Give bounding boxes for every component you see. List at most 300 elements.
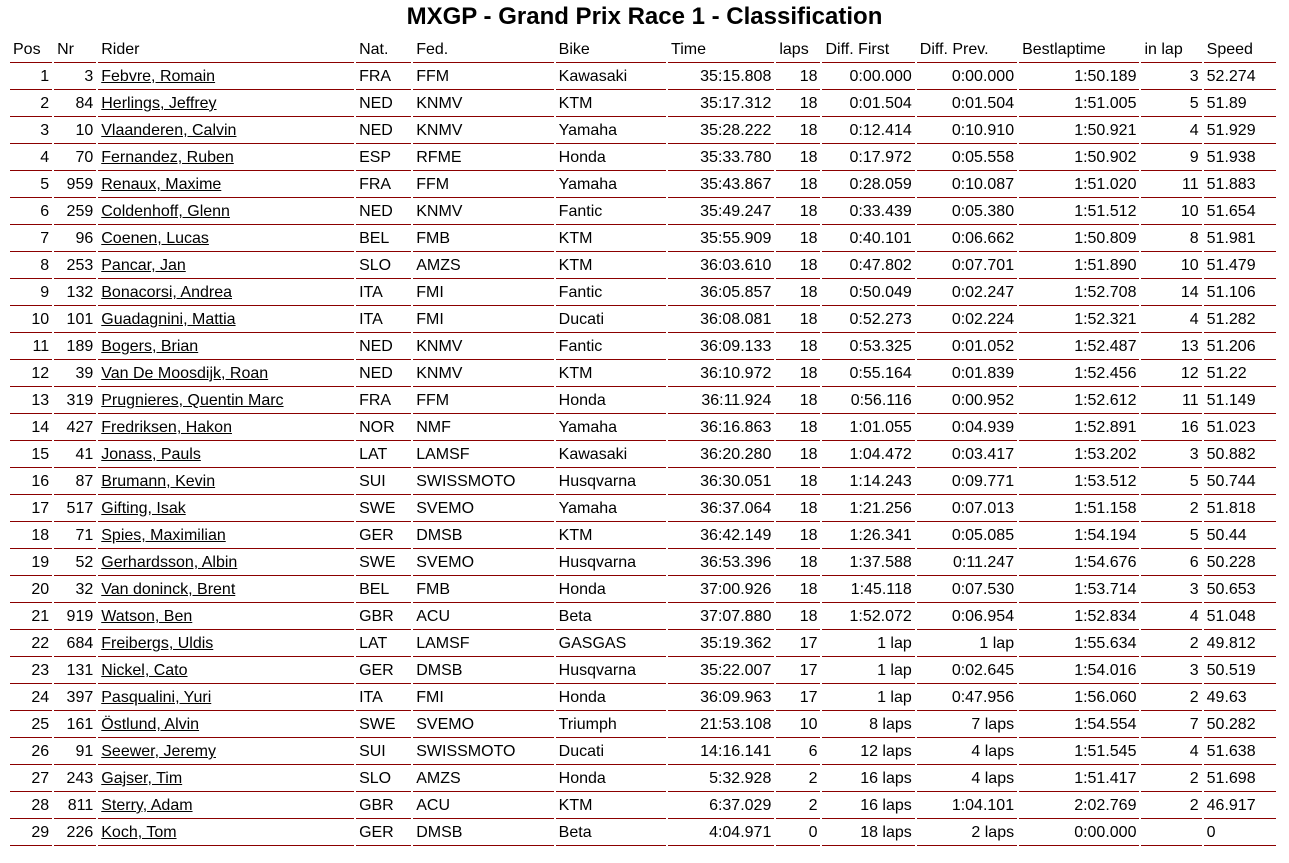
fed-cell: FFM — [413, 389, 553, 414]
time-cell: 36:37.064 — [668, 497, 774, 522]
speed-cell: 51.89 — [1204, 92, 1276, 117]
time-cell: 36:03.610 — [668, 254, 774, 279]
diff-prev-cell: 0:47.956 — [917, 686, 1017, 711]
bestlaptime-cell: 1:52.708 — [1019, 281, 1139, 306]
time-cell: 35:19.362 — [668, 632, 774, 657]
rider-link[interactable]: Gajser, Tim — [101, 770, 183, 787]
table-row — [10, 578, 1276, 603]
fed-cell: KNMV — [413, 335, 553, 360]
rider-cell — [98, 281, 354, 306]
bestlaptime-cell: 1:51.005 — [1019, 92, 1139, 117]
bike-cell: Yamaha — [556, 416, 666, 441]
fed-cell: DMSB — [413, 524, 553, 549]
table-row — [10, 659, 1276, 684]
time-cell: 36:08.081 — [668, 308, 774, 333]
laps-cell: 18 — [776, 551, 820, 576]
bestlaptime-cell: 1:52.612 — [1019, 389, 1139, 414]
column-header-fed: Fed. — [413, 38, 553, 63]
rider-link[interactable]: Coldenhoff, Glenn — [101, 203, 230, 220]
nr-cell: 70 — [54, 146, 96, 171]
fed-cell: SVEMO — [413, 497, 553, 522]
nat-cell: SUI — [356, 740, 411, 765]
rider-link[interactable]: Bogers, Brian — [101, 338, 199, 355]
laps-cell: 18 — [776, 146, 820, 171]
diff-first-cell: 1:04.472 — [822, 443, 914, 468]
speed-cell: 51.106 — [1204, 281, 1276, 306]
bike-cell: KTM — [556, 254, 666, 279]
table-row — [10, 146, 1276, 171]
laps-cell: 18 — [776, 92, 820, 117]
diff-prev-cell: 0:02.645 — [917, 659, 1017, 684]
bike-cell: Yamaha — [556, 497, 666, 522]
in-lap-cell: 2 — [1141, 767, 1201, 792]
pos-cell: 13 — [10, 389, 52, 414]
fed-cell: SWISSMOTO — [413, 470, 553, 495]
rider-link[interactable]: Seewer, Jeremy — [101, 743, 216, 760]
time-cell: 35:43.867 — [668, 173, 774, 198]
diff-first-cell: 16 laps — [822, 794, 914, 819]
nat-cell: GER — [356, 659, 411, 684]
diff-first-cell: 1:01.055 — [822, 416, 914, 441]
bike-cell: Yamaha — [556, 119, 666, 144]
bike-cell: Fantic — [556, 335, 666, 360]
nr-cell: 96 — [54, 227, 96, 252]
bestlaptime-cell: 1:52.487 — [1019, 335, 1139, 360]
pos-cell: 8 — [10, 254, 52, 279]
time-cell: 36:10.972 — [668, 362, 774, 387]
nat-cell: GBR — [356, 605, 411, 630]
fed-cell: FMI — [413, 686, 553, 711]
nat-cell: NED — [356, 92, 411, 117]
nr-cell: 259 — [54, 200, 96, 225]
nr-cell: 319 — [54, 389, 96, 414]
fed-cell: KNMV — [413, 200, 553, 225]
pos-cell: 25 — [10, 713, 52, 738]
speed-cell: 51.479 — [1204, 254, 1276, 279]
speed-cell: 51.929 — [1204, 119, 1276, 144]
time-cell: 14:16.141 — [668, 740, 774, 765]
nat-cell: LAT — [356, 632, 411, 657]
bestlaptime-cell: 1:51.512 — [1019, 200, 1139, 225]
laps-cell: 18 — [776, 497, 820, 522]
in-lap-cell: 2 — [1141, 497, 1201, 522]
table-row — [10, 92, 1276, 117]
diff-first-cell: 1:45.118 — [822, 578, 914, 603]
rider-link[interactable]: Sterry, Adam — [101, 797, 193, 814]
nr-cell: 253 — [54, 254, 96, 279]
rider-link[interactable]: Jonass, Pauls — [101, 446, 201, 463]
time-cell: 5:32.928 — [668, 767, 774, 792]
column-header-diff-prev: Diff. Prev. — [917, 38, 1017, 63]
nr-cell: 84 — [54, 92, 96, 117]
bike-cell: Husqvarna — [556, 551, 666, 576]
rider-link[interactable]: Watson, Ben — [101, 608, 193, 625]
diff-prev-cell: 0:06.662 — [917, 227, 1017, 252]
time-cell: 36:05.857 — [668, 281, 774, 306]
in-lap-cell: 16 — [1141, 416, 1201, 441]
nat-cell: LAT — [356, 443, 411, 468]
nat-cell: SLO — [356, 254, 411, 279]
table-row — [10, 416, 1276, 441]
rider-link[interactable]: Koch, Tom — [101, 824, 177, 841]
speed-cell: 49.63 — [1204, 686, 1276, 711]
time-cell: 6:37.029 — [668, 794, 774, 819]
laps-cell: 18 — [776, 65, 820, 90]
rider-cell — [98, 605, 354, 630]
rider-cell — [98, 173, 354, 198]
table-row — [10, 389, 1276, 414]
bike-cell: KTM — [556, 362, 666, 387]
diff-prev-cell: 0:05.380 — [917, 200, 1017, 225]
speed-cell: 51.206 — [1204, 335, 1276, 360]
laps-cell: 18 — [776, 227, 820, 252]
nr-cell: 226 — [54, 821, 96, 846]
table-row — [10, 605, 1276, 630]
diff-prev-cell: 0:07.013 — [917, 497, 1017, 522]
time-cell: 36:11.924 — [668, 389, 774, 414]
table-row — [10, 794, 1276, 819]
pos-cell: 3 — [10, 119, 52, 144]
fed-cell: KNMV — [413, 92, 553, 117]
rider-link[interactable]: Freibergs, Uldis — [101, 635, 214, 652]
rider-link[interactable]: Guadagnini, Mattia — [101, 311, 236, 328]
bike-cell: Yamaha — [556, 173, 666, 198]
in-lap-cell: 13 — [1141, 335, 1201, 360]
speed-cell: 51.981 — [1204, 227, 1276, 252]
diff-prev-cell: 0:05.085 — [917, 524, 1017, 549]
bike-cell: KTM — [556, 227, 666, 252]
rider-cell — [98, 767, 354, 792]
speed-cell: 51.22 — [1204, 362, 1276, 387]
laps-cell: 2 — [776, 767, 820, 792]
pos-cell: 16 — [10, 470, 52, 495]
bike-cell: Beta — [556, 605, 666, 630]
laps-cell: 18 — [776, 335, 820, 360]
column-header-rider: Rider — [98, 38, 354, 63]
pos-cell: 26 — [10, 740, 52, 765]
nr-cell: 919 — [54, 605, 96, 630]
table-row — [10, 443, 1276, 468]
diff-prev-cell: 0:10.910 — [917, 119, 1017, 144]
time-cell: 35:17.312 — [668, 92, 774, 117]
nr-cell: 3 — [54, 65, 96, 90]
rider-link[interactable]: Vlaanderen, Calvin — [101, 122, 237, 139]
time-cell: 36:16.863 — [668, 416, 774, 441]
in-lap-cell: 5 — [1141, 524, 1201, 549]
bestlaptime-cell: 1:54.554 — [1019, 713, 1139, 738]
rider-link[interactable]: Pasqualini, Yuri — [101, 689, 212, 706]
table-row — [10, 335, 1276, 360]
nr-cell: 91 — [54, 740, 96, 765]
diff-first-cell: 1:37.588 — [822, 551, 914, 576]
time-cell: 36:20.280 — [668, 443, 774, 468]
rider-cell — [98, 821, 354, 846]
bestlaptime-cell: 1:51.020 — [1019, 173, 1139, 198]
time-cell: 36:09.963 — [668, 686, 774, 711]
time-cell: 35:55.909 — [668, 227, 774, 252]
rider-link[interactable]: Van doninck, Brent — [101, 581, 236, 598]
diff-prev-cell: 0:09.771 — [917, 470, 1017, 495]
fed-cell: SWISSMOTO — [413, 740, 553, 765]
rider-cell — [98, 119, 354, 144]
classification-table — [8, 36, 1278, 848]
diff-first-cell: 0:50.049 — [822, 281, 914, 306]
rider-link[interactable]: Gifting, Isak — [101, 500, 186, 517]
nat-cell: SWE — [356, 497, 411, 522]
bike-cell: Honda — [556, 146, 666, 171]
table-row — [10, 524, 1276, 549]
time-cell: 35:49.247 — [668, 200, 774, 225]
rider-cell — [98, 632, 354, 657]
in-lap-cell: 6 — [1141, 551, 1201, 576]
time-cell: 35:22.007 — [668, 659, 774, 684]
nat-cell: FRA — [356, 173, 411, 198]
speed-cell: 50.882 — [1204, 443, 1276, 468]
diff-prev-cell: 0:10.087 — [917, 173, 1017, 198]
fed-cell: LAMSF — [413, 632, 553, 657]
pos-cell: 14 — [10, 416, 52, 441]
bestlaptime-cell: 1:51.158 — [1019, 497, 1139, 522]
nr-cell: 427 — [54, 416, 96, 441]
table-row — [10, 740, 1276, 765]
speed-cell: 51.883 — [1204, 173, 1276, 198]
pos-cell: 7 — [10, 227, 52, 252]
pos-cell: 28 — [10, 794, 52, 819]
rider-link[interactable]: Fredriksen, Hakon — [101, 419, 232, 436]
rider-link[interactable]: Spies, Maximilian — [101, 527, 226, 544]
rider-link[interactable]: Brumann, Kevin — [101, 473, 216, 490]
nr-cell: 52 — [54, 551, 96, 576]
bike-cell: Kawasaki — [556, 443, 666, 468]
page-title: MXGP - Grand Prix Race 1 - Classification — [406, 3, 883, 30]
laps-cell: 18 — [776, 443, 820, 468]
nr-cell: 41 — [54, 443, 96, 468]
fed-cell: RFME — [413, 146, 553, 171]
rider-link[interactable]: Nickel, Cato — [101, 662, 188, 679]
nr-cell: 684 — [54, 632, 96, 657]
bike-cell: Husqvarna — [556, 659, 666, 684]
laps-cell: 18 — [776, 254, 820, 279]
nr-cell: 517 — [54, 497, 96, 522]
nr-cell: 189 — [54, 335, 96, 360]
laps-cell: 18 — [776, 470, 820, 495]
rider-cell — [98, 389, 354, 414]
rider-cell — [98, 200, 354, 225]
rider-cell — [98, 254, 354, 279]
bestlaptime-cell: 1:53.512 — [1019, 470, 1139, 495]
rider-link[interactable]: Fernandez, Ruben — [101, 149, 234, 166]
laps-cell: 18 — [776, 524, 820, 549]
laps-cell: 18 — [776, 605, 820, 630]
bike-cell: Beta — [556, 821, 666, 846]
pos-cell: 15 — [10, 443, 52, 468]
in-lap-cell: 14 — [1141, 281, 1201, 306]
diff-prev-cell: 0:07.530 — [917, 578, 1017, 603]
in-lap-cell: 12 — [1141, 362, 1201, 387]
column-header-nr: Nr — [54, 38, 96, 63]
fed-cell: FMB — [413, 227, 553, 252]
laps-cell: 18 — [776, 173, 820, 198]
pos-cell: 27 — [10, 767, 52, 792]
nat-cell: BEL — [356, 227, 411, 252]
diff-prev-cell: 0:01.839 — [917, 362, 1017, 387]
in-lap-cell: 5 — [1141, 92, 1201, 117]
rider-cell — [98, 227, 354, 252]
in-lap-cell: 10 — [1141, 200, 1201, 225]
column-header-time: Time — [668, 38, 774, 63]
in-lap-cell: 8 — [1141, 227, 1201, 252]
laps-cell: 17 — [776, 659, 820, 684]
nr-cell: 811 — [54, 794, 96, 819]
diff-first-cell: 1:26.341 — [822, 524, 914, 549]
fed-cell: FMB — [413, 578, 553, 603]
in-lap-cell: 10 — [1141, 254, 1201, 279]
diff-first-cell: 1 lap — [822, 686, 914, 711]
fed-cell: DMSB — [413, 659, 553, 684]
rider-cell — [98, 578, 354, 603]
rider-cell — [98, 308, 354, 333]
table-row — [10, 227, 1276, 252]
diff-first-cell: 16 laps — [822, 767, 914, 792]
fed-cell: AMZS — [413, 254, 553, 279]
speed-cell: 49.812 — [1204, 632, 1276, 657]
bike-cell: Kawasaki — [556, 65, 666, 90]
rider-link[interactable]: Gerhardsson, Albin — [101, 554, 238, 571]
speed-cell: 46.917 — [1204, 794, 1276, 819]
diff-first-cell: 0:56.116 — [822, 389, 914, 414]
diff-prev-cell: 0:03.417 — [917, 443, 1017, 468]
rider-cell — [98, 659, 354, 684]
bike-cell: KTM — [556, 524, 666, 549]
rider-link[interactable]: Coenen, Lucas — [101, 230, 209, 247]
in-lap-cell: 2 — [1141, 632, 1201, 657]
table-row — [10, 200, 1276, 225]
nat-cell: NOR — [356, 416, 411, 441]
table-row — [10, 281, 1276, 306]
column-header-laps: laps — [776, 38, 820, 63]
laps-cell: 17 — [776, 632, 820, 657]
laps-cell: 6 — [776, 740, 820, 765]
rider-cell — [98, 65, 354, 90]
table-row — [10, 686, 1276, 711]
nat-cell: SWE — [356, 551, 411, 576]
rider-cell — [98, 146, 354, 171]
bike-cell: Honda — [556, 767, 666, 792]
pos-cell: 23 — [10, 659, 52, 684]
laps-cell: 18 — [776, 281, 820, 306]
time-cell: 21:53.108 — [668, 713, 774, 738]
bestlaptime-cell: 1:51.417 — [1019, 767, 1139, 792]
nat-cell: ESP — [356, 146, 411, 171]
diff-first-cell: 0:01.504 — [822, 92, 914, 117]
diff-prev-cell: 0:06.954 — [917, 605, 1017, 630]
fed-cell: AMZS — [413, 767, 553, 792]
in-lap-cell: 2 — [1141, 794, 1201, 819]
pos-cell: 17 — [10, 497, 52, 522]
column-header-in-lap: in lap — [1141, 38, 1201, 63]
speed-cell: 50.228 — [1204, 551, 1276, 576]
bike-cell: Triumph — [556, 713, 666, 738]
rider-link[interactable]: Renaux, Maxime — [101, 176, 222, 193]
nr-cell: 161 — [54, 713, 96, 738]
table-row — [10, 767, 1276, 792]
diff-first-cell: 12 laps — [822, 740, 914, 765]
rider-cell — [98, 551, 354, 576]
bestlaptime-cell: 1:51.890 — [1019, 254, 1139, 279]
rider-link[interactable]: Prugnieres, Quentin Marc — [101, 392, 284, 409]
bestlaptime-cell: 1:56.060 — [1019, 686, 1139, 711]
table-row — [10, 362, 1276, 387]
speed-cell: 51.654 — [1204, 200, 1276, 225]
fed-cell: FMI — [413, 308, 553, 333]
table-row — [10, 821, 1276, 846]
nat-cell: FRA — [356, 389, 411, 414]
rider-link[interactable]: Pancar, Jan — [101, 257, 186, 274]
speed-cell: 51.282 — [1204, 308, 1276, 333]
pos-cell: 11 — [10, 335, 52, 360]
bike-cell: GASGAS — [556, 632, 666, 657]
diff-first-cell: 0:28.059 — [822, 173, 914, 198]
bestlaptime-cell: 1:54.016 — [1019, 659, 1139, 684]
rider-link[interactable]: Van De Moosdijk, Roan — [101, 365, 269, 382]
diff-first-cell: 1 lap — [822, 632, 914, 657]
laps-cell: 17 — [776, 686, 820, 711]
pos-cell: 5 — [10, 173, 52, 198]
nr-cell: 959 — [54, 173, 96, 198]
rider-link[interactable]: Herlings, Jeffrey — [101, 95, 217, 112]
bestlaptime-cell: 1:54.676 — [1019, 551, 1139, 576]
rider-link[interactable]: Östlund, Alvin — [101, 716, 200, 733]
nat-cell: FRA — [356, 65, 411, 90]
diff-first-cell: 0:53.325 — [822, 335, 914, 360]
diff-first-cell: 0:55.164 — [822, 362, 914, 387]
laps-cell: 2 — [776, 794, 820, 819]
fed-cell: SVEMO — [413, 713, 553, 738]
rider-cell — [98, 92, 354, 117]
rider-cell — [98, 497, 354, 522]
time-cell: 36:42.149 — [668, 524, 774, 549]
bike-cell: Honda — [556, 389, 666, 414]
rider-link[interactable]: Febvre, Romain — [101, 68, 216, 85]
rider-cell — [98, 713, 354, 738]
nat-cell: NED — [356, 335, 411, 360]
rider-cell — [98, 794, 354, 819]
speed-cell: 51.698 — [1204, 767, 1276, 792]
time-cell: 4:04.971 — [668, 821, 774, 846]
table-row — [10, 65, 1276, 90]
diff-prev-cell: 0:07.701 — [917, 254, 1017, 279]
laps-cell: 10 — [776, 713, 820, 738]
fed-cell: FMI — [413, 281, 553, 306]
diff-prev-cell: 0:00.952 — [917, 389, 1017, 414]
laps-cell: 18 — [776, 389, 820, 414]
pos-cell: 20 — [10, 578, 52, 603]
table-row — [10, 308, 1276, 333]
pos-cell: 4 — [10, 146, 52, 171]
speed-cell: 50.44 — [1204, 524, 1276, 549]
table-row — [10, 632, 1276, 657]
fed-cell: NMF — [413, 416, 553, 441]
time-cell: 36:30.051 — [668, 470, 774, 495]
diff-first-cell: 0:47.802 — [822, 254, 914, 279]
bestlaptime-cell: 1:52.456 — [1019, 362, 1139, 387]
fed-cell: KNMV — [413, 362, 553, 387]
column-header-speed: Speed — [1204, 38, 1276, 63]
rider-link[interactable]: Bonacorsi, Andrea — [101, 284, 232, 301]
time-cell: 37:07.880 — [668, 605, 774, 630]
time-cell: 35:33.780 — [668, 146, 774, 171]
speed-cell: 50.519 — [1204, 659, 1276, 684]
